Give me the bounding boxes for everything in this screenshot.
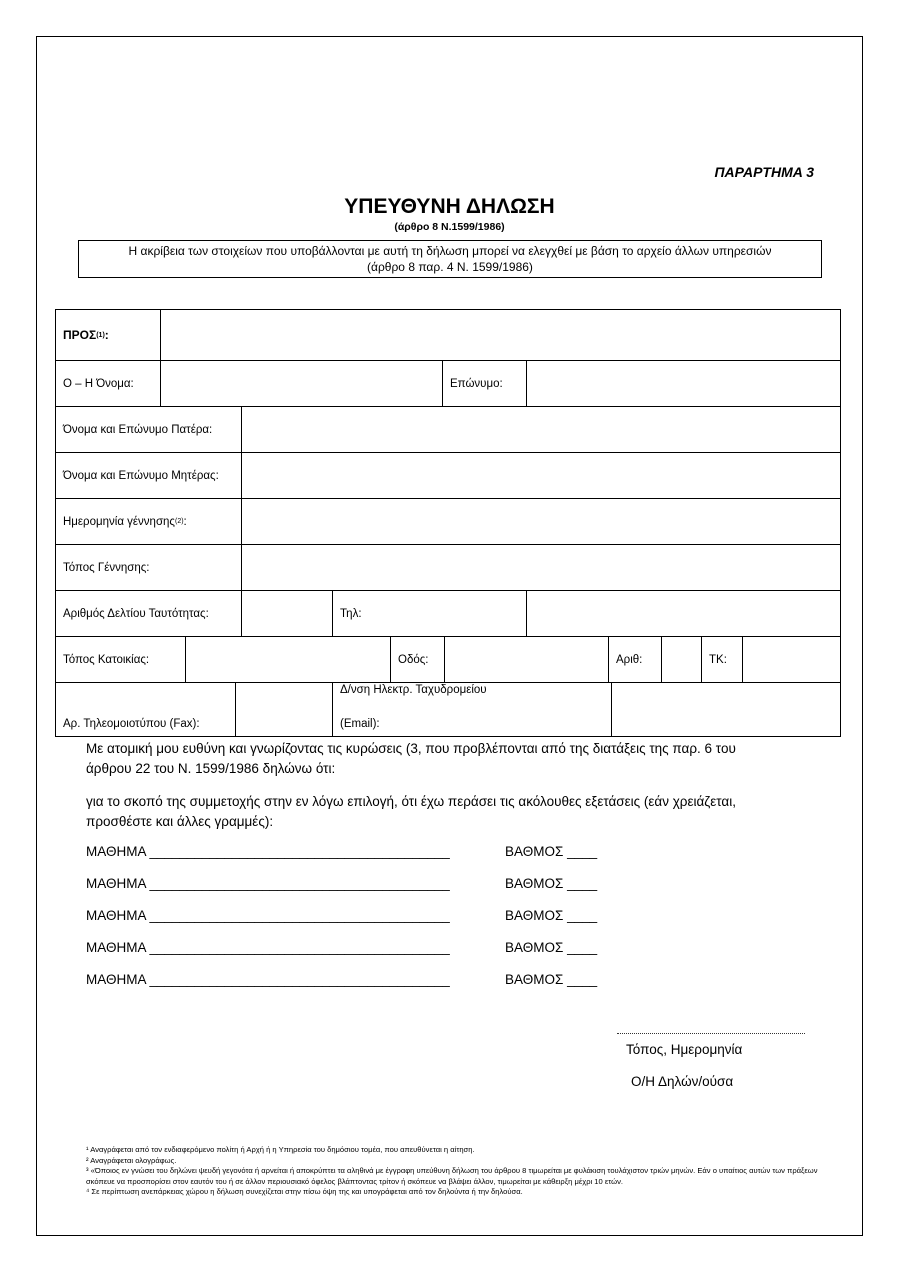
footnote-4: ⁴ Σε περίπτωση ανεπάρκειας χώρου η δήλωση συνεχίζεται στην πίσω όψη της και υπογράφεται από τον δηλούντα ή την δηλούσα. <box>86 1187 523 1196</box>
father-name-field[interactable] <box>241 407 840 452</box>
accuracy-notice <box>78 240 822 278</box>
email-label-line-2: (Email): <box>340 718 380 730</box>
form-row-birthplace <box>56 545 840 591</box>
subject-line[interactable]: ΜΑΘΗΜΑ ________________________________________ <box>86 844 450 859</box>
document-subtitle: (άρθρο 8 Ν.1599/1986) <box>394 221 505 233</box>
birthdate-footnote-ref: (2) <box>174 518 184 525</box>
first-name-field[interactable] <box>160 361 442 406</box>
form-row-to <box>56 310 840 361</box>
email-label-line-1: Δ/νση Ηλεκτρ. Ταχυδρομείου <box>340 684 487 696</box>
footnotes <box>86 1145 821 1198</box>
mother-name-label: Όνομα και Επώνυμο Μητέρας: <box>63 469 219 482</box>
street-number-field[interactable] <box>661 637 701 682</box>
place-date-label: Τόπος, Ημερομηνία <box>626 1042 743 1057</box>
document-page <box>36 36 863 1236</box>
residence-field[interactable] <box>185 637 390 682</box>
to-label-colon: : <box>104 328 109 342</box>
form-row-father <box>56 407 840 453</box>
grade-line[interactable]: ΒΑΘΜΟΣ ____ <box>505 940 598 955</box>
form-row-birthdate <box>56 499 840 545</box>
notice-line-1: Η ακρίβεια των στοιχείων που υποβάλλονται με αυτή τη δήλωση μπορεί να ελεγχθεί με βάση το αρχείο άλλων υπηρεσιών <box>128 244 772 258</box>
subject-line[interactable]: ΜΑΘΗΜΑ ________________________________________ <box>86 940 450 955</box>
footnote-3: ³ «Όποιος εν γνώσει του δηλώνει ψευδή γεγονότα ή αρνείται ή αποκρύπτει τα αληθινά με έγγραφη υπεύθυνη δήλωση του άρθρου 8 τιμωρείται με φυλάκιση τουλάχιστον τριών μηνών. Εάν ο υπαίτιος αυτών των πράξεων σκόπευε να προσπορίσει στον εαυτόν του ή σε άλλον περιουσιακό όφελος βλάπτοντας τρίτον ή σκόπευε να βλάψει άλλον, τιμωρείται με κάθειρξη μέχρι 10 ετών. <box>86 1166 818 1186</box>
footnote-1: ¹ Αναγράφεται από τον ενδιαφερόμενο πολίτη ή Αρχή ή η Υπηρεσία του δημόσιου τομέα, που απευθύνεται η αίτηση. <box>86 1145 475 1154</box>
id-number-field[interactable] <box>241 591 332 636</box>
street-label: Οδός: <box>390 637 444 682</box>
birthdate-label <box>56 499 241 544</box>
surname-field[interactable] <box>526 361 840 406</box>
street-field[interactable] <box>444 637 608 682</box>
birthplace-field[interactable] <box>241 545 840 590</box>
father-name-label: Όνομα και Επώνυμο Πατέρα: <box>63 423 213 436</box>
street-number-label: Αριθ: <box>608 637 661 682</box>
form-row-mother <box>56 453 840 499</box>
form-row-contact <box>56 683 840 737</box>
fax-field[interactable] <box>235 683 332 736</box>
declaration-line-2: άρθρου 22 του Ν. 1599/1986 δηλώνω ότι: <box>86 761 336 776</box>
purpose-line-2: προσθέστε και άλλες γραμμές): <box>86 814 274 829</box>
to-footnote-ref: (1) <box>96 331 105 339</box>
subject-line[interactable]: ΜΑΘΗΜΑ ________________________________________ <box>86 972 450 987</box>
first-name-label: Ο – Η Όνομα: <box>63 377 134 390</box>
purpose-statement <box>86 792 806 832</box>
birthdate-label-colon: : <box>183 515 187 528</box>
declaration-line-1: Με ατομική μου ευθύνη και γνωρίζοντας τις κυρώσεις (3, που προβλέπονται από της διατάξεις της παρ. 6 του <box>86 741 736 756</box>
phone-label: Τηλ: <box>332 591 526 636</box>
to-field[interactable] <box>160 310 840 360</box>
birthdate-field[interactable] <box>241 499 840 544</box>
grade-line[interactable]: ΒΑΘΜΟΣ ____ <box>505 972 598 987</box>
mother-name-field[interactable] <box>241 453 840 498</box>
footnote-2: ² Αναγράφεται ολογράφως. <box>86 1155 177 1165</box>
notice-line-2: (άρθρο 8 παρ. 4 Ν. 1599/1986) <box>367 260 533 274</box>
postal-code-field[interactable] <box>742 637 840 682</box>
declarant-label: Ο/Η Δηλών/ούσα <box>631 1074 734 1089</box>
surname-label: Επώνυμο: <box>442 361 526 406</box>
birthdate-label-text: Ημερομηνία γέννησης <box>63 515 175 528</box>
fax-label: Αρ. Τηλεομοιοτύπου (Fax): <box>63 718 200 730</box>
subject-line[interactable]: ΜΑΘΗΜΑ ________________________________________ <box>86 908 450 923</box>
declaration-form <box>55 309 841 737</box>
grade-line[interactable]: ΒΑΘΜΟΣ ____ <box>505 908 598 923</box>
declaration-statement <box>86 739 806 779</box>
document-title: ΥΠΕΥΘΥΝΗ ΔΗΛΩΣΗ <box>344 195 555 218</box>
signature-line[interactable] <box>617 1033 805 1034</box>
phone-field[interactable] <box>526 591 840 636</box>
birthplace-label: Τόπος Γέννησης: <box>63 561 150 574</box>
grade-line[interactable]: ΒΑΘΜΟΣ ____ <box>505 844 598 859</box>
to-label-text: ΠΡΟΣ <box>63 328 97 342</box>
form-row-name <box>56 361 840 407</box>
email-label <box>332 683 611 736</box>
postal-code-label: ΤΚ: <box>701 637 742 682</box>
email-field[interactable] <box>611 683 840 736</box>
residence-label: Τόπος Κατοικίας: <box>63 653 150 666</box>
purpose-line-1: για το σκοπό της συμμετοχής στην εν λόγω επιλογή, ότι έχω περάσει τις ακόλουθες εξετάσεις (εάν χρειάζεται, <box>86 794 736 809</box>
grade-line[interactable]: ΒΑΘΜΟΣ ____ <box>505 876 598 891</box>
form-row-id <box>56 591 840 637</box>
form-row-address <box>56 637 840 683</box>
annex-label: ΠΑΡΑΡΤΗΜΑ 3 <box>714 164 814 180</box>
to-label <box>56 310 160 360</box>
subject-line[interactable]: ΜΑΘΗΜΑ ________________________________________ <box>86 876 450 891</box>
id-number-label: Αριθμός Δελτίου Ταυτότητας: <box>63 607 209 620</box>
